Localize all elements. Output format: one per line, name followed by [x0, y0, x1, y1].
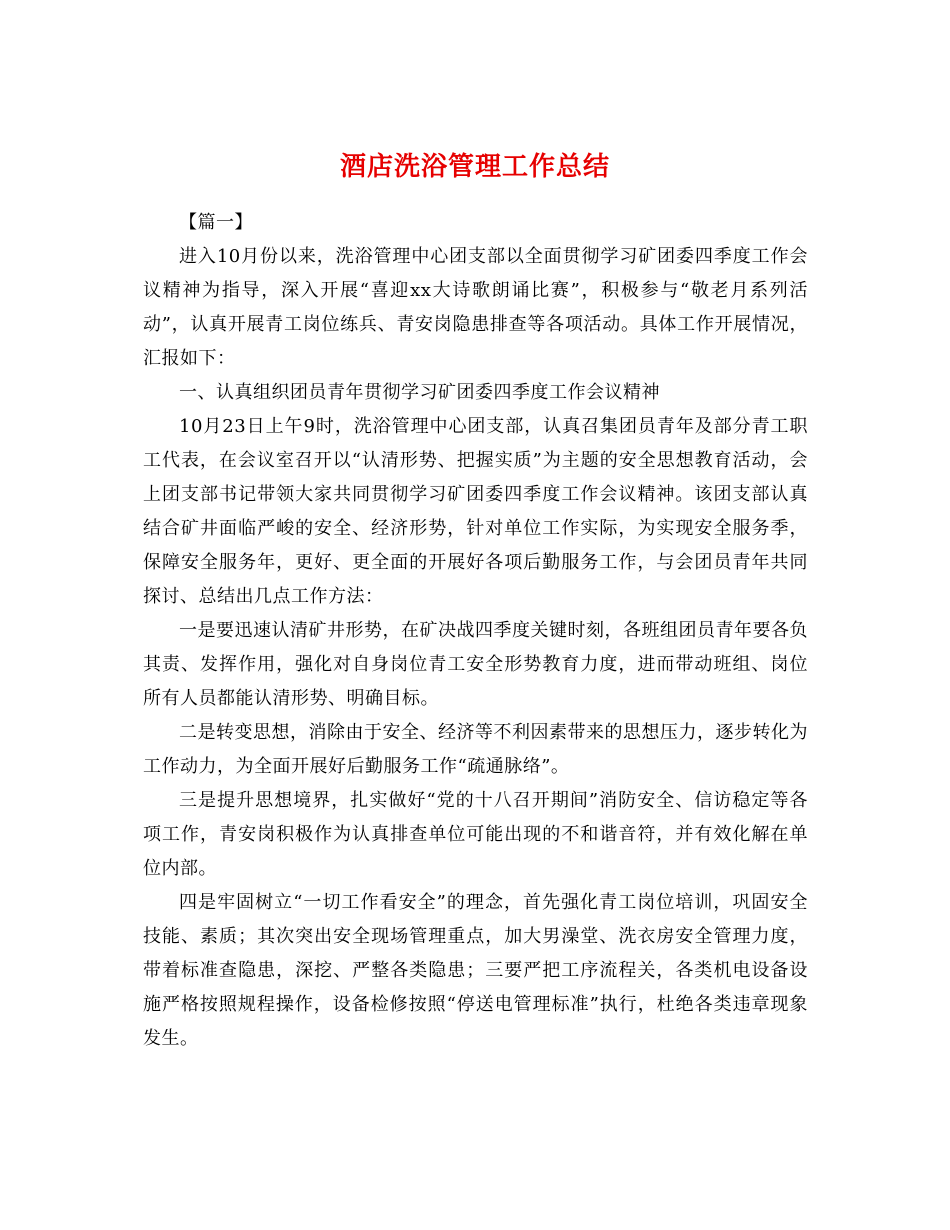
paragraph-point-1: 一是要迅速认清矿井形势，在矿决战四季度关键时刻，各班组团员青年要各负其责、发挥作用，强化对自身岗位青工安全形势教育力度，进而带动班组、岗位所有人员都能认清形势、明确目标。: [143, 620, 808, 709]
document-title: 酒店洗浴管理工作总结: [339, 152, 610, 183]
document-body: [143, 206, 808, 1056]
paragraph-point-3: 三是提升思想境界，扎实做好“党的十八召开期间”消防安全、信访稳定等各项工作，青安岗积极作为认真排查单位可能出现的不和谐音符，并有效化解在单位内部。: [143, 790, 808, 879]
paragraph-point-2: 二是转变思想，消除由于安全、经济等不利因素带来的思想压力，逐步转化为工作动力，为全面开展好后勤服务工作“疏通脉络”。: [143, 722, 808, 777]
section-label: 【篇一】: [179, 212, 253, 233]
paragraph-point-4: 四是牢固树立“一切工作看安全”的理念，首先强化青工岗位培训，巩固安全技能、素质；其次突出安全现场管理重点，加大男澡堂、洗衣房安全管理力度，带着标准查隐患，深挖、严整各类隐患；三要严把工序流程关，各类机电设备设施严格按照规程操作，设备检修按照“停送电管理标准”执行，杜绝各类违章现象发生。: [143, 892, 808, 1049]
section-heading: 一、认真组织团员青年贯彻学习矿团委四季度工作会议精神: [179, 382, 660, 403]
paragraph-meeting: 10月23日上午9时，洗浴管理中心团支部，认真召集团员青年及部分青工职工代表，在会议室召开以“认清形势、把握实质”为主题的安全思想教育活动，会上团支部书记带领大家共同贯彻学习矿团委四季度工作会议精神。该团支部认真结合矿井面临严峻的安全、经济形势，针对单位工作实际，为实现安全服务季，保障安全服务年，更好、更全面的开展好各项后勤服务工作，与会团员青年共同探讨、总结出几点工作方法：: [143, 416, 808, 607]
paragraph-intro: 进入10月份以来，洗浴管理中心团支部以全面贯彻学习矿团委四季度工作会议精神为指导，深入开展“喜迎xx大诗歌朗诵比赛”，积极参与“敬老月系列活动”，认真开展青工岗位练兵、青安岗隐患排查等各项活动。具体工作开展情况，汇报如下：: [143, 246, 808, 369]
